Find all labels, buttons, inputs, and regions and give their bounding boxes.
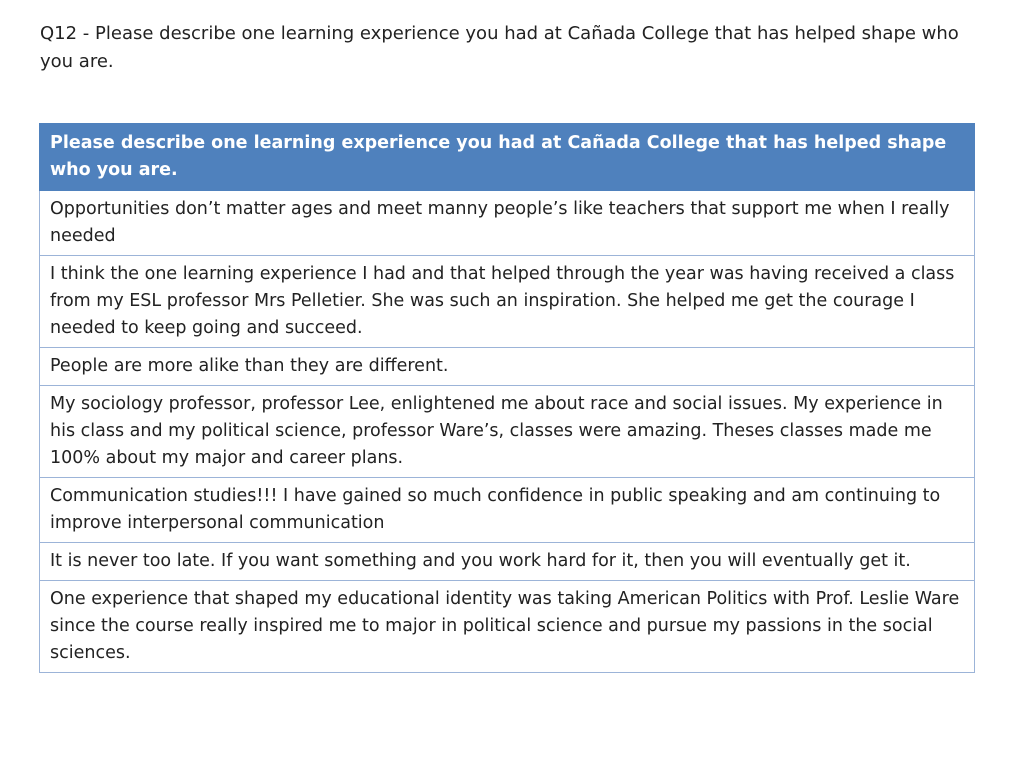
column-header: Please describe one learning experience you had at Cañada College that has helped shape who you are.	[40, 124, 975, 191]
responses-table	[39, 123, 975, 673]
question-title: Q12 - Please describe one learning experience you had at Cañada College that has helped shape who you are.	[40, 23, 959, 72]
header-row	[40, 124, 975, 191]
table-row	[40, 348, 975, 386]
response-cell: It is never too late. If you want something and you work hard for it, then you will eventually get it.	[40, 543, 975, 581]
response-cell: One experience that shaped my educational identity was taking American Politics with Prof. Leslie Ware since the course really inspired me to major in political science and pursue my passions in the social sciences.	[40, 581, 975, 673]
table-body	[40, 191, 975, 673]
table-row	[40, 386, 975, 478]
response-cell: I think the one learning experience I had and that helped through the year was having received a class from my ESL professor Mrs Pelletier. She was such an inspiration. She helped me get the courage I needed to keep going and succeed.	[40, 256, 975, 348]
response-cell: Communication studies!!! I have gained so much confidence in public speaking and am continuing to improve interpersonal communication	[40, 478, 975, 543]
table-head	[40, 124, 975, 191]
table-row	[40, 191, 975, 256]
table-row	[40, 478, 975, 543]
response-cell: People are more alike than they are different.	[40, 348, 975, 386]
table-row	[40, 543, 975, 581]
response-cell: Opportunities don’t matter ages and meet manny people’s like teachers that support me when I really needed	[40, 191, 975, 256]
table-row	[40, 581, 975, 673]
table-row	[40, 256, 975, 348]
response-cell: My sociology professor, professor Lee, enlightened me about race and social issues. My experience in his class and my political science, professor Ware’s, classes were amazing. Theses classes made me 100% about my major and career plans.	[40, 386, 975, 478]
